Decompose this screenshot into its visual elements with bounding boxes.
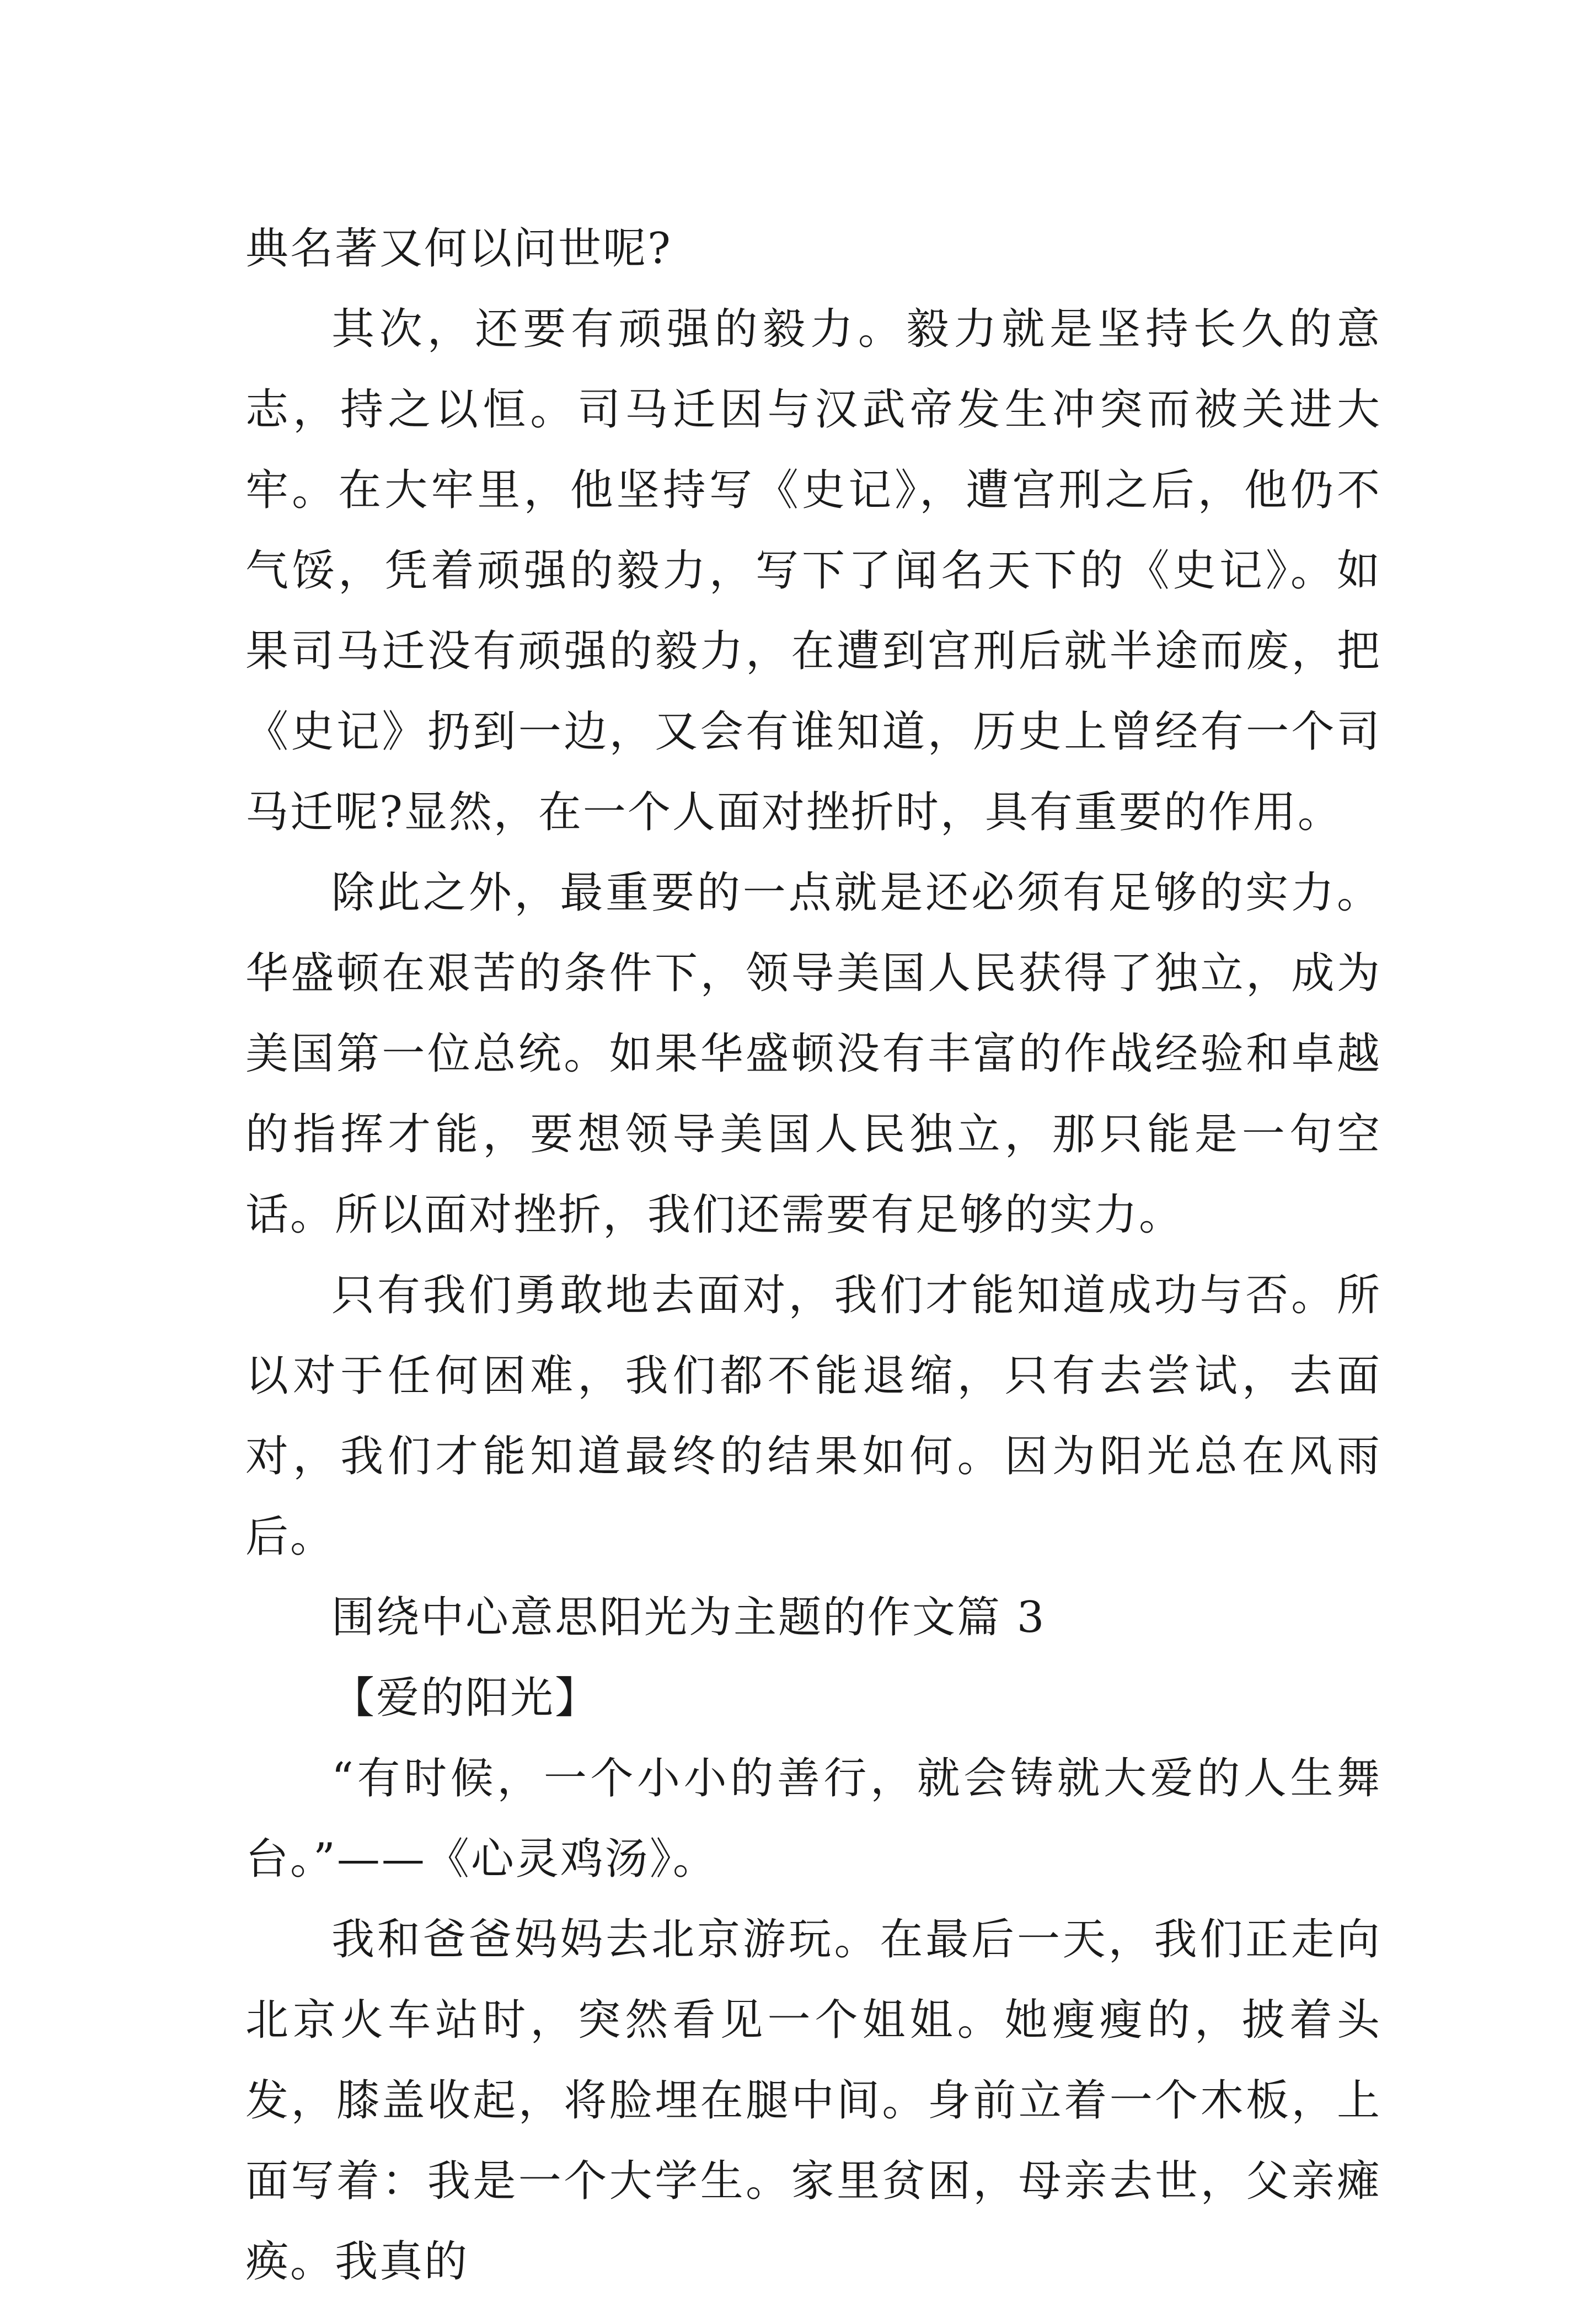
- paragraph-courage: 只有我们勇敢地去面对，我们才能知道成功与否。所以对于任何困难，我们都不能退缩，只有去尝试，去面对，我们才能知道最终的结果如何。因为阳光总在风雨后。: [245, 1271, 1381, 1562]
- body-text: [245, 208, 1381, 2302]
- paragraph-strength: 除此之外，最重要的一点就是还必须有足够的实力。华盛顿在艰苦的条件下，领导美国人民获得了独立，成为美国第一位总统。如果华盛顿没有丰富的作战经验和卓越的指挥才能，要想领导美国人民独立，那只能是一句空话。所以面对挫折，我们还需要有足够的实力。: [245, 868, 1381, 1240]
- paragraph-quote: “有时候，一个小小的善行，就会铸就大爱的人生舞台。”——《心灵鸡汤》。: [245, 1754, 1381, 1884]
- paragraph-continuation: 典名著又何以问世呢?: [245, 224, 672, 274]
- paragraph-beijing-story: 我和爸爸妈妈去北京游玩。在最后一天，我们正走向北京火车站时，突然看见一个姐姐。她瘦瘦的，披着头发，膝盖收起，将脸埋在腿中间。身前立着一个木板，上面写着：我是一个大学生。家里贫困，母亲去世，父亲瘫痪。我真的: [245, 1915, 1381, 2287]
- paragraph-perseverance: 其次，还要有顽强的毅力。毅力就是坚持长久的意志，持之以恒。司马迁因与汉武帝发生冲突而被关进大牢。在大牢里，他坚持写《史记》，遭宫刑之后，他仍不气馁，凭着顽强的毅力，写下了闻名天下的《史记》。如果司马迁没有顽强的毅力，在遭到宫刑后就半途而废，把《史记》扔到一边，又会有谁知道，历史上曾经有一个司马迁呢?显然，在一个人面对挫折时，具有重要的作用。: [245, 304, 1381, 837]
- essay-section-title: 围绕中心意思阳光为主题的作文篇 3: [331, 1593, 1046, 1642]
- essay-subtitle: 【爱的阳光】: [331, 1673, 600, 1723]
